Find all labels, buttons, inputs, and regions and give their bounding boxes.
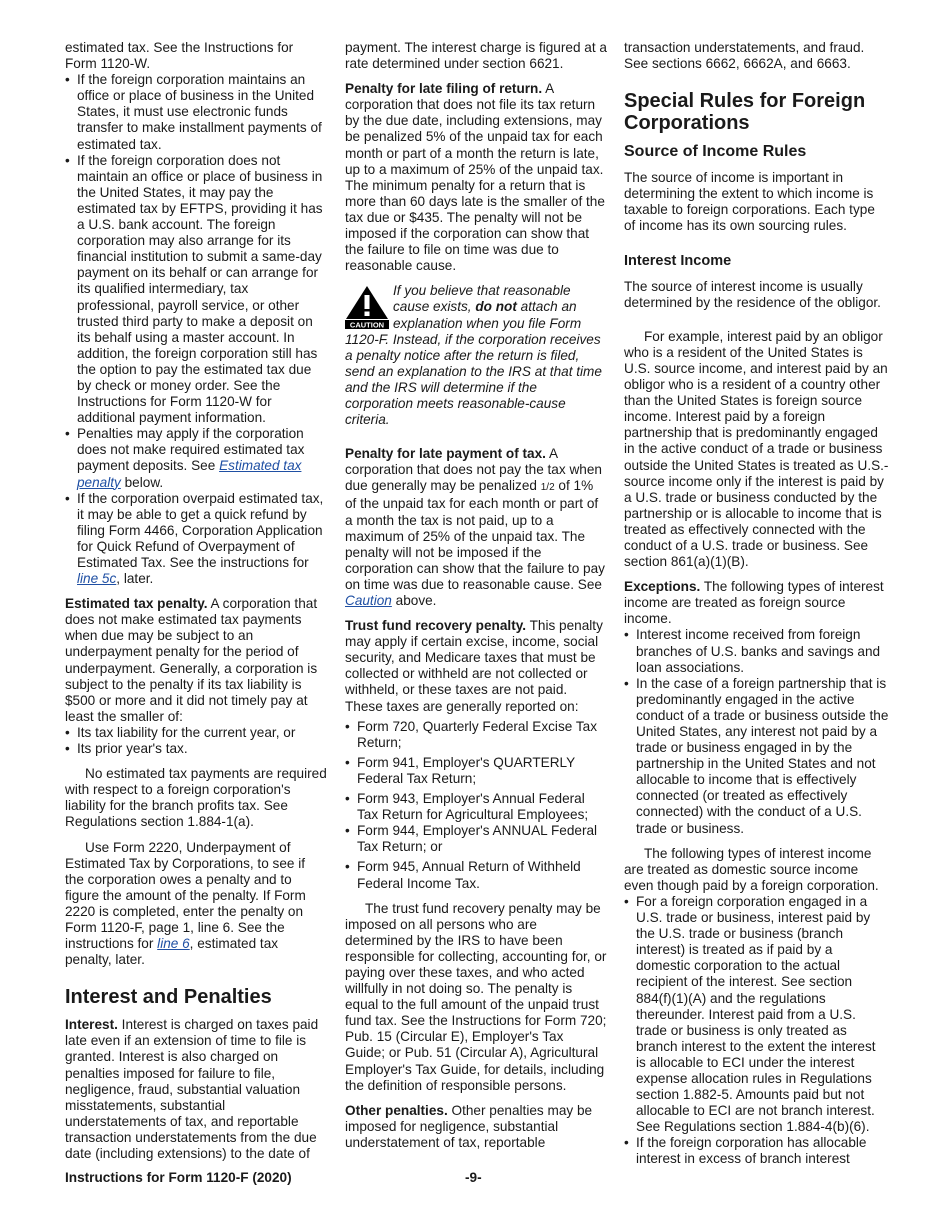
emphasis: do not bbox=[475, 299, 517, 315]
paragraph: The source of income is important in determining the extent to which income is taxable to foreign corporations. Each type of income has its own sourcing rules. bbox=[624, 170, 875, 234]
paragraph bbox=[345, 446, 607, 609]
paragraph: The trust fund recovery penalty may be imposed on all persons who are determined by the IRS to have been responsible for collecting, accounting for, or paying over these taxes, and who acted willfully in not doing so. The penalty is equal to the full amount of the unpaid trust fund tax. See the Instructions for Form 720; Pub. 15 (Circular E), Employer's Tax Guide; or Pub. 51 (Circular A), Agricultural Employer's Tax Guide, for details, including the definition of responsible persons. bbox=[345, 900, 607, 1093]
caution-block bbox=[345, 283, 607, 428]
text: , estimated tax penalty, later. bbox=[65, 936, 279, 968]
bullet-item: • Its tax liability for the current year, or bbox=[65, 725, 327, 741]
bullet-item: • Form 944, Employer's ANNUAL Federal Tax Return; or bbox=[345, 823, 607, 855]
run-in-heading: Trust fund recovery penalty. bbox=[345, 618, 527, 634]
paragraph: The following types of interest income are treated as domestic source income even though paid by a foreign corporation. bbox=[624, 845, 879, 893]
paragraph bbox=[345, 1103, 607, 1151]
paragraph bbox=[65, 1017, 327, 1162]
line-6-link[interactable]: line 6 bbox=[157, 936, 190, 952]
text: Penalties may apply if the corporation does not make required estimated tax payment deposits. See bbox=[77, 426, 305, 474]
paragraph bbox=[624, 579, 889, 627]
paragraph bbox=[345, 81, 607, 274]
estimated-tax-penalty-link[interactable]: Estimated tax penalty bbox=[77, 458, 302, 490]
section-heading: Interest and Penalties bbox=[65, 986, 272, 1009]
text: Other penalties may be imposed for negligence, substantial understatement of tax, reportable bbox=[345, 1102, 593, 1150]
run-in-heading: Penalty for late filing of return. bbox=[345, 81, 543, 97]
column-1 bbox=[65, 40, 327, 1162]
caution-label: CAUTION bbox=[349, 320, 385, 330]
paragraph: No estimated tax payments are required with respect to a foreign corporation's liability for the branch profits tax. See Regulations section 1.884-1(a). bbox=[65, 766, 327, 830]
footer-page-number: -9- bbox=[465, 1170, 482, 1185]
caution-warning-icon bbox=[345, 285, 389, 329]
text: A corporation that does not make estimated tax payments when due may be subject to an underpayment penalty for the period of underpayment. Generally, a corporation is subject to the penalty if its tax liability is $500 or more and it did not timely pay at least the smaller of: bbox=[65, 596, 318, 724]
bullet-item: • Form 720, Quarterly Federal Excise Tax Return; bbox=[345, 719, 607, 751]
run-in-heading: Exceptions. bbox=[624, 579, 701, 595]
run-in-heading: Other penalties. bbox=[345, 1102, 448, 1118]
paragraph bbox=[345, 618, 607, 715]
line-5c-link[interactable]: line 5c bbox=[77, 571, 117, 587]
bullet-item bbox=[65, 491, 327, 588]
section-heading: Special Rules for Foreign Corporations bbox=[624, 90, 866, 135]
column-2 bbox=[345, 40, 607, 1151]
subsection-heading: Source of Income Rules bbox=[624, 143, 807, 161]
bullet-item bbox=[65, 426, 327, 490]
paragraph bbox=[65, 840, 327, 969]
paragraph: For example, interest paid by an obligor who is a resident of the United States is U.S. source income, and interest paid by an obligor who is a resident of a country other than the United States is foreign source income. Interest paid by a foreign partnership that is predominantly engaged in the active conduct of a trade or business outside the United States is treated as U.S.-source income only if the interest is paid by a U.S. trade or business conducted by the partnership or is allocable to income that is treated as effectively connected with the conduct of a U.S. trade or business. See section 861(a)(1)(B). bbox=[624, 328, 889, 570]
text: Interest is charged on taxes paid late even if an extension of time to file is granted. Interest is also charged on penalties imposed for failure to file, negligence, fraud, substantial valuation misstatements, substantial understatements of tax, and reportable transaction understatements from the due date (including extensions) to the date of bbox=[65, 1017, 319, 1161]
bullet-item: • Interest income received from foreign branches of U.S. banks and savings and loan associations. bbox=[624, 627, 889, 675]
bullet-item: • Form 943, Employer's Annual Federal Tax Return for Agricultural Employees; bbox=[345, 791, 607, 823]
text: This penalty may apply if certain excise, income, social security, and Medicare taxes that must be collected or withheld are not collected or withheld, or these taxes are not paid. These taxes are generally reported on: bbox=[345, 618, 603, 714]
text: Use Form 2220, Underpayment of Estimated Tax by Corporations, to see if the corporation owes a penalty and to figure the amount of the penalty. If Form 2220 is completed, enter the penalty on Form 1120-F, page 1, line 6. See the instructions for bbox=[65, 839, 306, 952]
bullet-item: • Form 941, Employer's QUARTERLY Federal Tax Return; bbox=[345, 755, 607, 787]
bullet-item: • Form 945, Annual Return of Withheld Federal Income Tax. bbox=[345, 859, 607, 891]
text: attach an explanation when you file Form 1120-F. Instead, if the corporation receives a penalty notice after the return is filed, send an explanation to the IRS at that time and the IRS will determine if the corporation meets reasonable-cause criteria. bbox=[345, 299, 602, 428]
run-in-heading: Interest. bbox=[65, 1017, 118, 1033]
column-3 bbox=[624, 40, 889, 1168]
bullet-item: • In the case of a foreign partnership that is predominantly engaged in the active conduct of a trade or business outside the United States, any interest not paid by a trade or business engaged in by the partnership in the United States and not allocable to income that is effectively connected (or treated as effectively connected) with the conduct of a U.S. trade or business. bbox=[624, 676, 889, 837]
run-in-heading: Penalty for late payment of tax. bbox=[345, 446, 546, 462]
text: The following types of interest income are treated as foreign source income. bbox=[624, 579, 884, 627]
text: A corporation that does not file its tax return by the due date, including extensions, may be penalized 5% of the unpaid tax for each month or part of a month the return is late, up to a maximum of 25% of the unpaid tax. The minimum penalty for a return that is more than 60 days late is the smaller of the tax due or $435. The penalty will not be imposed if the corporation can show that the failure to file on time was due to reasonable cause. bbox=[345, 81, 605, 274]
paragraph bbox=[65, 596, 327, 725]
text: If you believe that reasonable cause exists, bbox=[393, 283, 571, 315]
bullet-item: • If the foreign corporation maintains an office or place of business in the United States, it must use electronic funds transfer to make installment payments of estimated tax. bbox=[65, 72, 327, 152]
subheading: Interest Income bbox=[624, 252, 732, 269]
text: If the corporation overpaid estimated tax, it may be able to get a quick refund by filing Form 4466, Corporation Application for Quick Refund of Overpayment of Estimated Tax. See the instructions for bbox=[77, 490, 324, 570]
text: , later. bbox=[116, 571, 154, 587]
run-in-heading: Estimated tax penalty. bbox=[65, 596, 208, 612]
paragraph: payment. The interest charge is figured at a rate determined under section 6621. bbox=[345, 40, 607, 72]
paragraph: estimated tax. See the Instructions for Form 1120-W. bbox=[65, 40, 294, 72]
footer-form-title: Instructions for Form 1120-F (2020) bbox=[65, 1170, 292, 1185]
bullet-item: • If the foreign corporation does not maintain an office or place of business in the United States, it may pay the estimated tax by EFTPS, providing it has a U.S. bank account. The foreign corporation may also arrange for its financial institution to submit a same-day payment on its behalf or can arrange for its qualified intermediary, tax professional, payroll service, or other trusted third party to make a deposit on its behalf using a master account. In addition, the foreign corporation still has the option to pay the estimated tax due by check or money order. See the Instructions for Form 1120-W for additional payment information. bbox=[65, 153, 327, 427]
bullet-item: • For a foreign corporation engaged in a U.S. trade or business, interest paid by the U.S. trade or business (branch interest) is treated as if paid by a domestic corporation to the actual recipient of the interest. See section 884(f)(1)(A) and the regulations thereunder. Interest paid from a U.S. trade or business is only treated as branch interest to the extent the interest is allocable to ECI under the interest expense allocation rules in Regulations section 1.882-5. Amounts paid but not allocable to ECI are not branch interest. See Regulations section 1.884-4(b)(6). bbox=[624, 894, 889, 1135]
fraction: 1/2 bbox=[540, 482, 555, 494]
bullet-item: • Its prior year's tax. bbox=[65, 741, 327, 757]
paragraph: transaction understatements, and fraud. See sections 6662, 6662A, and 6663. bbox=[624, 40, 865, 72]
paragraph: The source of interest income is usually determined by the residence of the obligor. bbox=[624, 278, 881, 310]
text: below. bbox=[120, 474, 164, 490]
text: above. bbox=[391, 593, 437, 608]
text: of 1% of the unpaid tax for each month or part of a month the tax is not paid, up to a maximum of 25% of the unpaid tax. The penalty will not be imposed if the corporation can show that the failure to pay on time was due to reasonable cause. See bbox=[345, 478, 605, 592]
bullet-item: • If the foreign corporation has allocable interest in excess of branch interest bbox=[624, 1135, 889, 1167]
caution-link[interactable]: Caution bbox=[345, 593, 392, 608]
text: A corporation that does not pay the tax when due generally may be penalized bbox=[345, 446, 602, 494]
